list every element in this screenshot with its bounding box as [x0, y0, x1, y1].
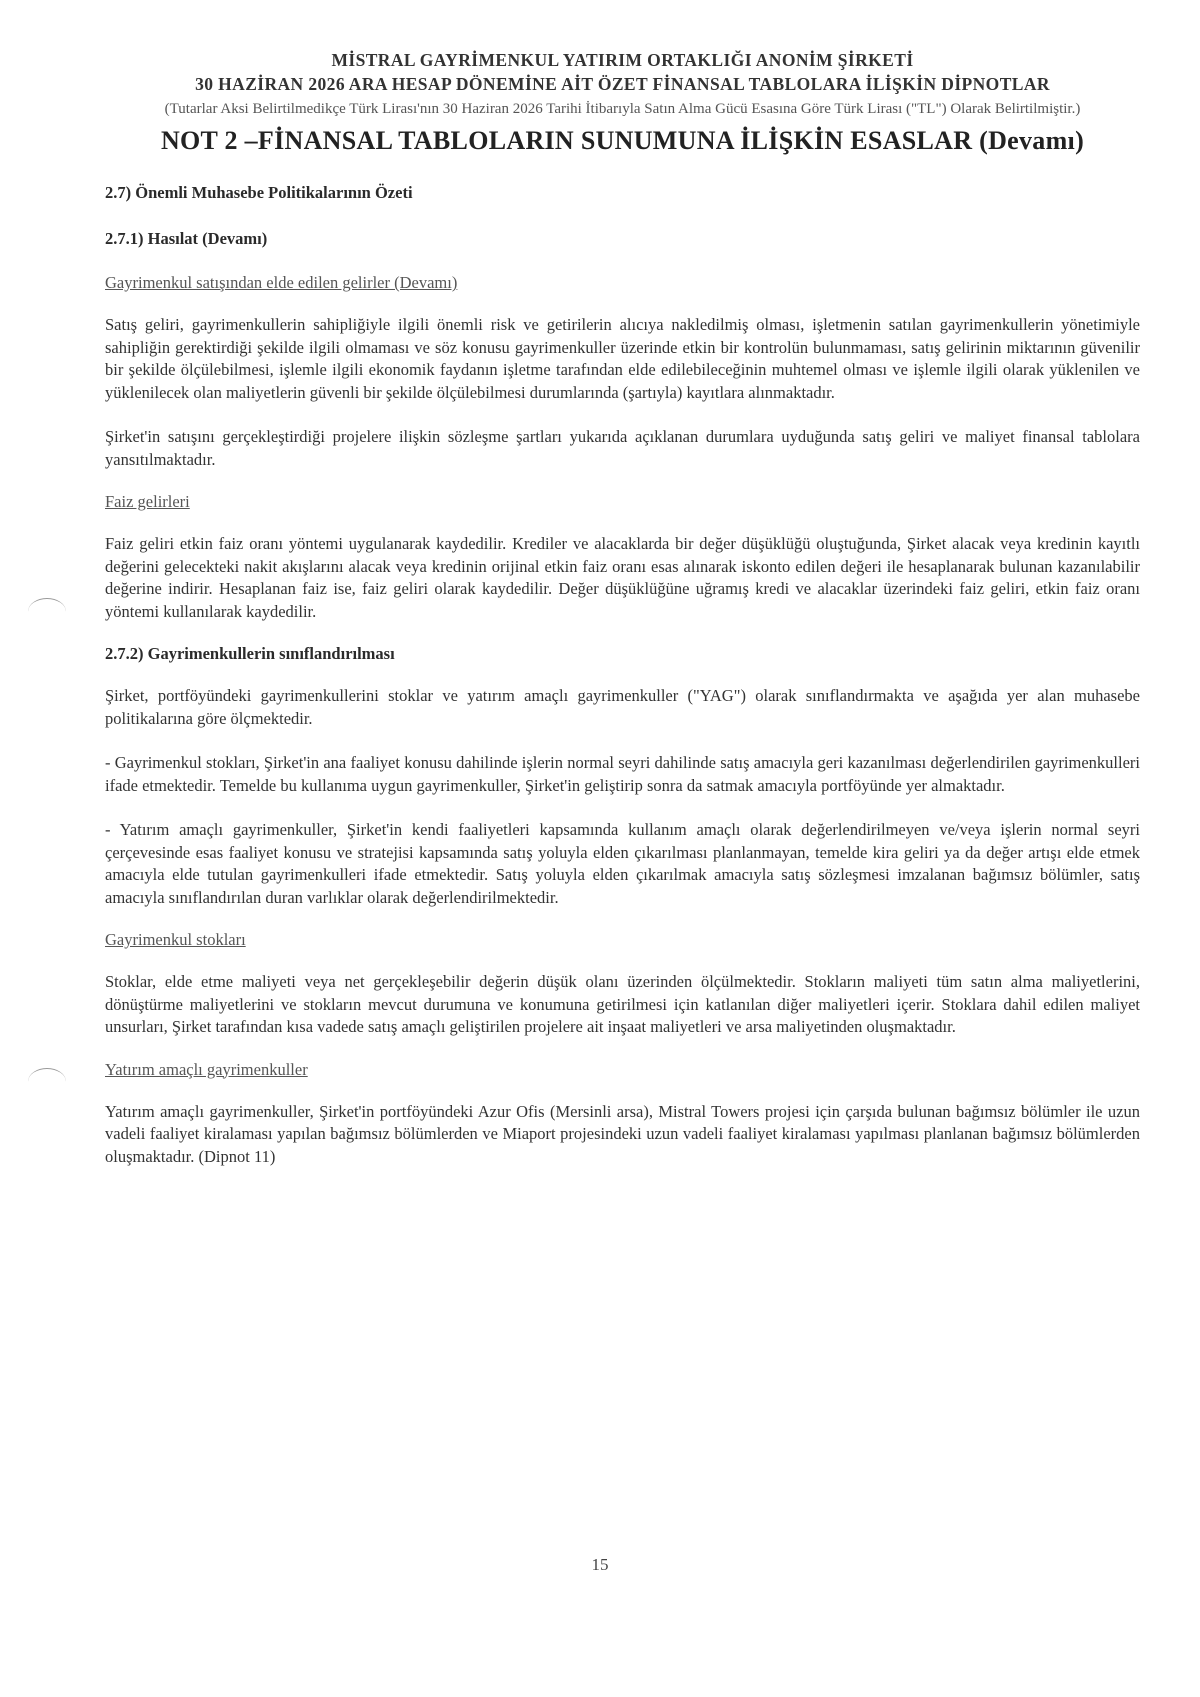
paragraph-inventory-measurement: Stoklar, elde etme maliyeti veya net gerçekleşebilir değerin düşük olanı üzerinden ölçülmektedir. Stokların maliyeti tüm satın alma maliyetlerini, dönüştürme maliyetlerini ve stokların mevcut durumuna ve konumuna getirilmesi için katlanılan diğer maliyetleri içerir. Stoklara dahil edilen maliyet unsurları, Şirket tarafından kısa vadede satış amaçlı geliştirilen projelere ait inşaat maliyetleri ve arsa maliyetinden oluşmaktadır. — [105, 972, 1140, 1036]
company-name: MİSTRAL GAYRİMENKUL YATIRIM ORTAKLIĞI ANONİM ŞİRKETİ — [331, 50, 914, 70]
paragraph-project-contracts: Şirket'in satışını gerçekleştirdiği projelere ilişkin sözleşme şartları yukarıda açıklanan durumlara uyduğunda satış geliri ve maliyet finansal tablolara yansıtılmaktadır. — [105, 427, 1140, 469]
scan-artifact-mark — [28, 598, 66, 625]
paragraph-investment-property-definition: - Yatırım amaçlı gayrimenkuller, Şirket'in kendi faaliyetleri kapsamında kullanım amaçlı olarak değerlendirilmeyen ve/veya işlerin normal seyri çerçevesinde esas faaliyet konusu ve stratejisi kapsamında satış yoluyla elden çıkarılması planlanmayan, temelde kira geliri ya da değer artışı elde etmek amacıyla elde tutulan gayrimenkulleri ifade etmektedir. Satış yoluyla elden çıkarılmak amacıyla satış sözleşmesi imzalanan bağımsız bölümler, satış amacıyla sınıflandırılan duran varlıklar olarak değerlendirilmektedir. — [105, 820, 1140, 907]
paragraph-classification: Şirket, portföyündeki gayrimenkullerini stoklar ve yatırım amaçlı gayrimenkuller ("YAG") olarak sınıflandırmakta ve aşağıda yer alan muhasebe politikalarına göre ölçmektedir. — [105, 686, 1140, 728]
report-period-title: 30 HAZİRAN 2026 ARA HESAP DÖNEMİNE AİT ÖZET FİNANSAL TABLOLARA İLİŞKİN DİPNOTLAR — [195, 74, 1050, 94]
section-heading-2-7: 2.7) Önemli Muhasebe Politikalarının Özeti — [105, 183, 413, 202]
subheading-investment-property: Yatırım amaçlı gayrimenkuller — [105, 1059, 308, 1079]
scan-artifact-mark — [28, 1068, 66, 1095]
page-number: 15 — [591, 1555, 609, 1574]
paragraph-interest-income: Faiz geliri etkin faiz oranı yöntemi uygulanarak kaydedilir. Krediler ve alacaklarda bir değer düşüklüğü oluştuğunda, Şirket alacak veya kredinin kayıtlı değerini gelecekteki nakit akışlarını alacak veya kredinin orijinal etkin faiz oranı esas alınarak iskonto edilen değeri ile hesaplanarak bulunan kazanılabilir değerine indirir. Hesaplanan faiz ise, faiz geliri olarak kaydedilir. Değer düşüklüğüne uğramış kredi ve alacaklar üzerindeki faiz geliri, etkin faiz oranı yöntemi kullanılarak kaydedilir. — [105, 534, 1140, 621]
paragraph-property-inventory-definition: - Gayrimenkul stokları, Şirket'in ana faaliyet konusu dahilinde işlerin normal seyri dahilinde satış amacıyla geri kazanılması değerlendirilen gayrimenkulleri ifade etmektedir. Temelde bu kullanıma uygun gayrimenkuller, Şirket'in geliştirip sonra da satmak amacıyla portföyünde yer almaktadır. — [105, 753, 1140, 795]
subheading-interest-income: Faiz gelirleri — [105, 492, 190, 511]
note-title: NOT 2 –FİNANSAL TABLOLARIN SUNUMUNA İLİŞKİN ESASLAR (Devamı) — [160, 126, 1085, 155]
paragraph-sales-revenue: Satış geliri, gayrimenkullerin sahipliğiyle ilgili önemli risk ve getirilerin alıcıya nakledilmiş olması, işletmenin satılan gayrimenkullerin yönetimiyle sahipliğin gerektirdiği şekilde ilgili olmaması ve söz konusu gayrimenkuller üzerinde etkin bir kontrolün bulunmaması, satış gelirinin miktarının güvenilir bir şekilde ölçülebilmesi, işlemle ilgili ekonomik faydanın işletme tarafından elde edilebileceğinin muhtemel olması ve işlemle ilgili olarak yüklenilen ve yüklenilecek olan maliyetlerin güvenli bir şekilde ölçülebilmesi durumlarında (şartıyla) kayıtlara alınmaktadır. — [105, 315, 1140, 402]
subheading-property-sales: Gayrimenkul satışından elde edilen gelirler (Devamı) — [105, 273, 458, 292]
currency-note: (Tutarlar Aksi Belirtilmedikçe Türk Lirası'nın 30 Haziran 2026 Tarihi İtibarıyla Satın Alma Gücü Esasına Göre Türk Lirası ("TL") Olarak Belirtilmiştir.) — [164, 101, 1081, 117]
section-heading-2-7-2: 2.7.2) Gayrimenkullerin sınıflandırılması — [105, 644, 395, 663]
section-heading-2-7-1: 2.7.1) Hasılat (Devamı) — [105, 229, 268, 248]
paragraph-investment-property-portfolio: Yatırım amaçlı gayrimenkuller, Şirket'in portföyündeki Azur Ofis (Mersinli arsa), Mistral Towers projesi için çarşıda bulunan bağımsız bölümler ile uzun vadeli faaliyet kiralaması yapılan bağımsız bölümlerden ve Miaport projesindeki uzun vadeli faaliyet kiralaması yapılması planlanan bağımsız bölümlerden oluşmaktadır. (Dipnot 11) — [105, 1101, 1140, 1166]
subheading-property-inventory: Gayrimenkul stokları — [105, 930, 246, 949]
document-page — [105, 48, 1140, 1168]
